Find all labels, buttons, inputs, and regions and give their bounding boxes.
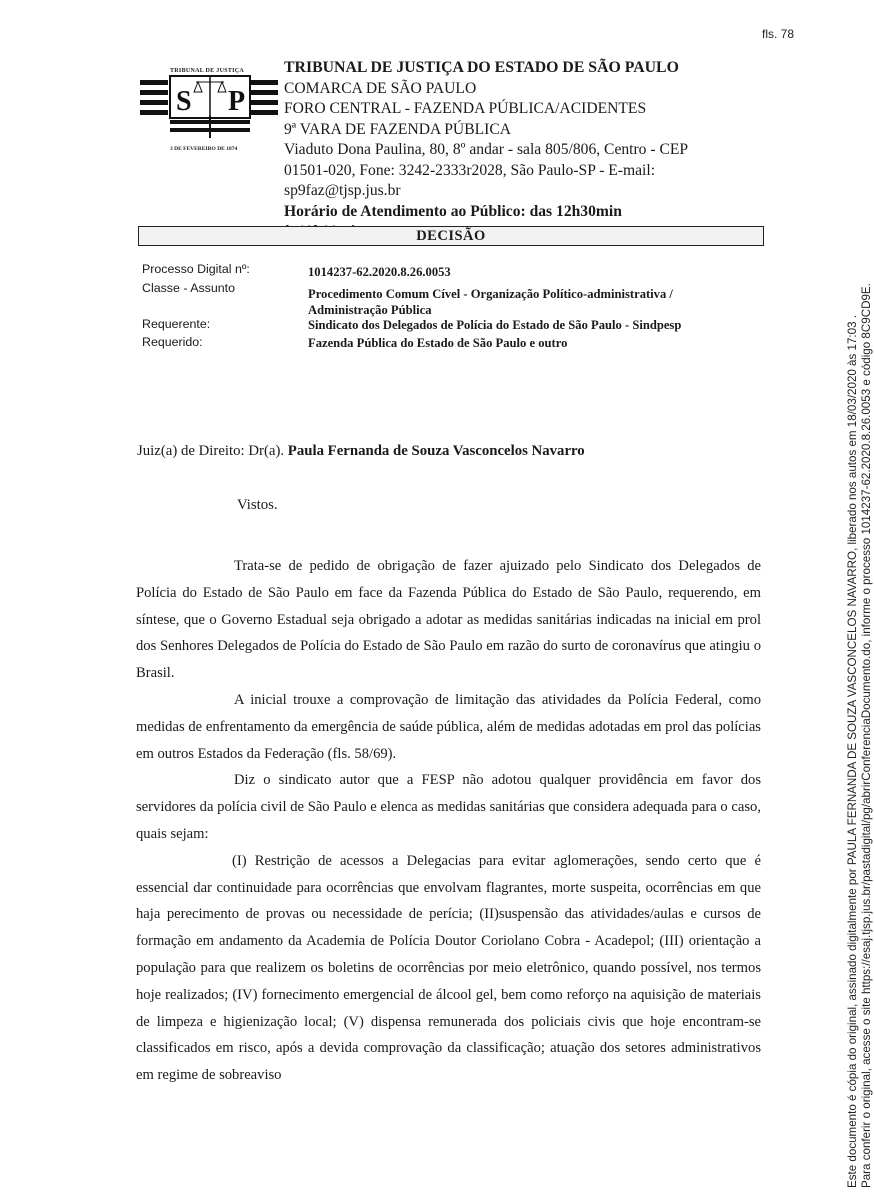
seal-bottom-text: 3 DE FEVEREIRO DE 1874 [170,146,238,152]
page-number: fls. 78 [761,27,794,41]
comarca: COMARCA DE SÃO PAULO [284,79,477,97]
foro: FORO CENTRAL - FAZENDA PÚBLICA/ACIDENTES [284,100,647,117]
paragraph: A inicial trouxe a comprovação de limitação das atividades da Polícia Federal, como medidas de enfrentamento da emergência de saúde pública, além de medidas adotadas em prol das polícias em outros Estados da Federação (fls. 58/69). [136,691,761,762]
court-name: TRIBUNAL DE JUSTIÇA DO ESTADO DE SÃO PAULO [284,59,679,76]
coat-of-arms-icon [140,76,278,144]
decision-body [136,553,761,1089]
requerido-value: Fazenda Pública do Estado de São Paulo e outro [308,336,568,350]
address-line-1: Viaduto Dona Paulina, 80, 8º andar - sala 805/806, Centro - CEP [284,141,689,158]
judge-line [137,443,585,460]
signature-note-line-2: Para conferir o original, acesse o site https://esaj.tjsp.jus.br/pastadigital/pg/abrirConferenciaDocumento.do, informe o processo 1014237-62.2020.8.26.0053 e código 8C9CD9E. [860,283,873,1188]
requerente-value: Sindicato dos Delegados de Polícia do Estado de São Paulo - Sindpesp [308,318,682,332]
address-line-2: 01501-020, Fone: 3242-2333r2028, São Paulo-SP - E-mail: [284,161,656,179]
decision-title-bar [138,226,764,246]
court-header [284,58,704,243]
email: sp9faz@tjsp.jus.br [284,182,401,199]
seal-top-text: TRIBUNAL DE JUSTIÇA [170,68,245,74]
seal-letter-left: S [176,86,192,117]
vara: 9ª VARA DE FAZENDA PÚBLICA [284,120,511,138]
judge-label: Juiz(a) de Direito: Dr(a). [137,443,285,459]
paragraph: Diz o sindicato autor que a FESP não adotou qualquer providência em favor dos servidores da polícia civil de São Paulo e elenca as medidas sanitárias que considera adequada para o caso, quais sejam: [136,772,761,842]
seal-letter-right: P [228,86,246,117]
digital-signature-note [846,188,874,1188]
processo-value: 1014237-62.2020.8.26.0053 [308,265,451,279]
processo-label: Processo Digital nº: [142,262,250,276]
court-seal [140,60,278,156]
judge-name: Paula Fernanda de Souza Vasconcelos Navarro [287,443,585,459]
requerido-label: Requerido: [142,335,203,349]
paragraph: Trata-se de pedido de obrigação de fazer ajuizado pelo Sindicato dos Delegados de Polícia do Estado de São Paulo em face da Fazenda Pública do Estado de São Paulo, requerendo, em síntese, que o Governo Estadual seja obrigado a adotar as medidas sanitárias indicadas na inicial em prol dos Senhores Delegados de Polícia do Estado de São Paulo em razão do surto de coronavírus que atingiu o Brasil. [136,558,761,682]
paragraph: (I) Restrição de acessos a Delegacias para evitar aglomerações, sendo certo que é essencial dar continuidade para ocorrências que envolvam flagrantes, morte suspeita, ocorrências em que haja perecimento de provas ou necessidade de perícia; (II)suspensão das atividades/aulas e cursos de formação em andamento da Academia de Polícia Doutor Coriolano Cobra - Acadepol; (III) orientação a população para que realizem os boletins de ocorrências por meio eletrônico, quando possível, nos termos hoje realizados; (IV) fornecimento emergencial de álcool gel, bem como reforço na aquisição de materiais de limpeza e higienização local; (V) dispensa remunerada dos policiais civis que hoje encontram-se classificados em risco, após a devida comprovação da classificação; atuação dos setores administrativos em regime de sobreaviso [136,852,761,1084]
classe-value: Procedimento Comum Cível - Organização Político-administrativa / Administração Pública [308,287,673,317]
signature-note-line-1: Este documento é cópia do original, assinado digitalmente por PAULA FERNANDA DE SOUZA VASCONCELOS NAVARRO, liberado nos autos em 18/03/2020 às 17:03 . [846,315,859,1188]
classe-label: Classe - Assunto [142,281,235,295]
office-hours: Horário de Atendimento ao Público: das 12h30min [284,202,622,220]
decision-title: DECISÃO [416,228,486,244]
requerente-label: Requerente: [142,317,211,331]
vistos: Vistos. [237,497,278,513]
